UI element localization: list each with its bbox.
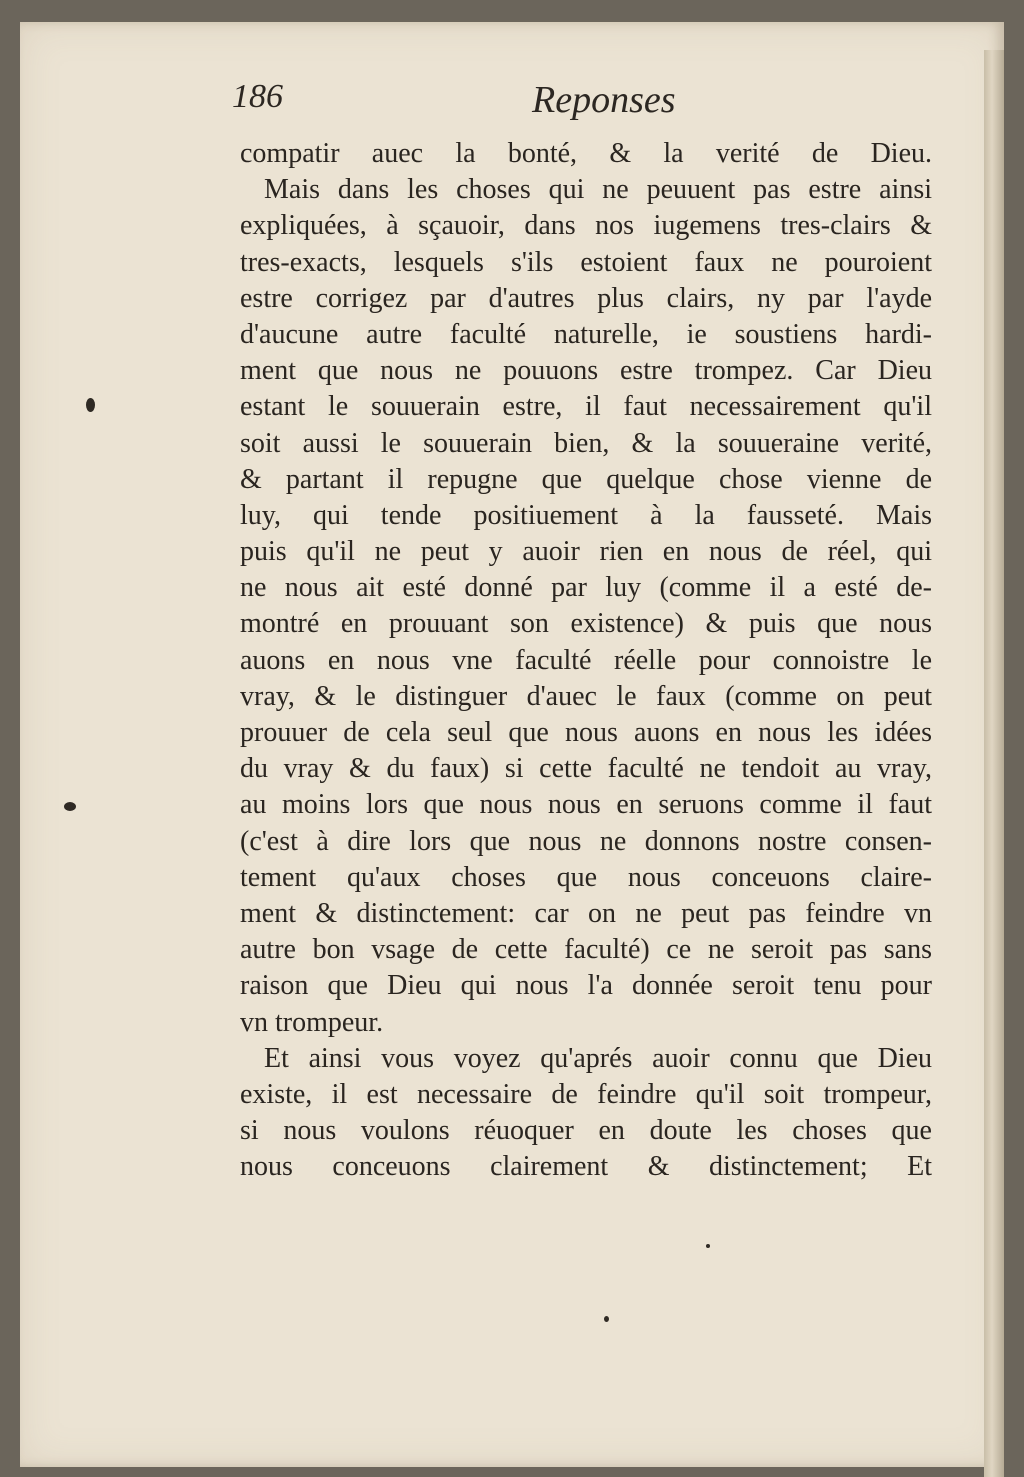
text-line: Mais dans les choses qui ne peuuent pas estre ainsi xyxy=(264,174,932,206)
text-line: nous conceuons clairement & distinctement; Et xyxy=(240,1151,932,1183)
text-line: existe, il est necessaire de feindre qu'il soit trompeur, xyxy=(240,1078,932,1110)
text-line: autre bon vsage de cette faculté) ce ne seroit pas sans xyxy=(240,934,932,966)
text-line: estant le souuerain estre, il faut necessairement qu'il xyxy=(240,391,932,423)
ink-spot xyxy=(86,398,95,412)
text-line: ment que nous ne pouuons estre trompez. Car Dieu xyxy=(240,355,932,387)
text-line: ne nous ait esté donné par luy (comme il a esté de- xyxy=(240,572,932,604)
text-line: Et ainsi vous voyez qu'aprés auoir connu que Dieu xyxy=(264,1042,932,1074)
page-edge xyxy=(984,50,1004,1477)
ink-spot xyxy=(604,1316,609,1322)
text-line: expliquées, à sçauoir, dans nos iugemens tres-clairs & xyxy=(240,210,932,242)
page-header xyxy=(232,78,912,124)
text-line: soit aussi le souuerain bien, & la souueraine verité, xyxy=(240,427,932,459)
text-line: ment & distinctement: car on ne peut pas feindre vn xyxy=(240,897,932,929)
text-line: si nous voulons réuoquer en doute les choses que xyxy=(240,1115,932,1147)
text-line: estre corrigez par d'autres plus clairs, ny par l'ayde xyxy=(240,282,932,314)
text-line: luy, qui tende positiuement à la fausseté. Mais xyxy=(240,499,932,531)
text-line: tement qu'aux choses que nous conceuons claire- xyxy=(240,861,932,893)
text-line: du vray & du faux) si cette faculté ne tendoit au vray, xyxy=(240,753,932,785)
running-head: Reponses xyxy=(532,79,676,121)
ink-spot xyxy=(64,802,76,811)
text-line: vray, & le distinguer d'auec le faux (comme on peut xyxy=(240,680,932,712)
ink-spot xyxy=(706,1244,710,1248)
text-line: (c'est à dire lors que nous ne donnons nostre consen- xyxy=(240,825,932,857)
text-line: auons en nous vne faculté réelle pour connoistre le xyxy=(240,644,932,676)
text-line: puis qu'il ne peut y auoir rien en nous de réel, qui xyxy=(240,536,932,568)
text-line: compatir auec la bonté, & la verité de Dieu. xyxy=(240,138,932,169)
page-number: 186 xyxy=(232,78,283,115)
text-line: prouuer de cela seul que nous auons en nous les idées xyxy=(240,717,932,748)
text-line: tres-exacts, lesquels s'ils estoient faux ne pouroient xyxy=(240,246,932,278)
body-text xyxy=(240,136,932,1185)
text-line: d'aucune autre faculté naturelle, ie soustiens hardi- xyxy=(240,318,932,350)
text-line: raison que Dieu qui nous l'a donnée seroit tenu pour xyxy=(240,970,932,1002)
text-line: & partant il repugne que quelque chose vienne de xyxy=(240,463,932,495)
text-line: au moins lors que nous nous en seruons comme il faut xyxy=(240,789,932,821)
text-line: vn trompeur. xyxy=(240,1006,384,1038)
text-line: montré en prouuant son existence) & puis que nous xyxy=(240,608,932,640)
